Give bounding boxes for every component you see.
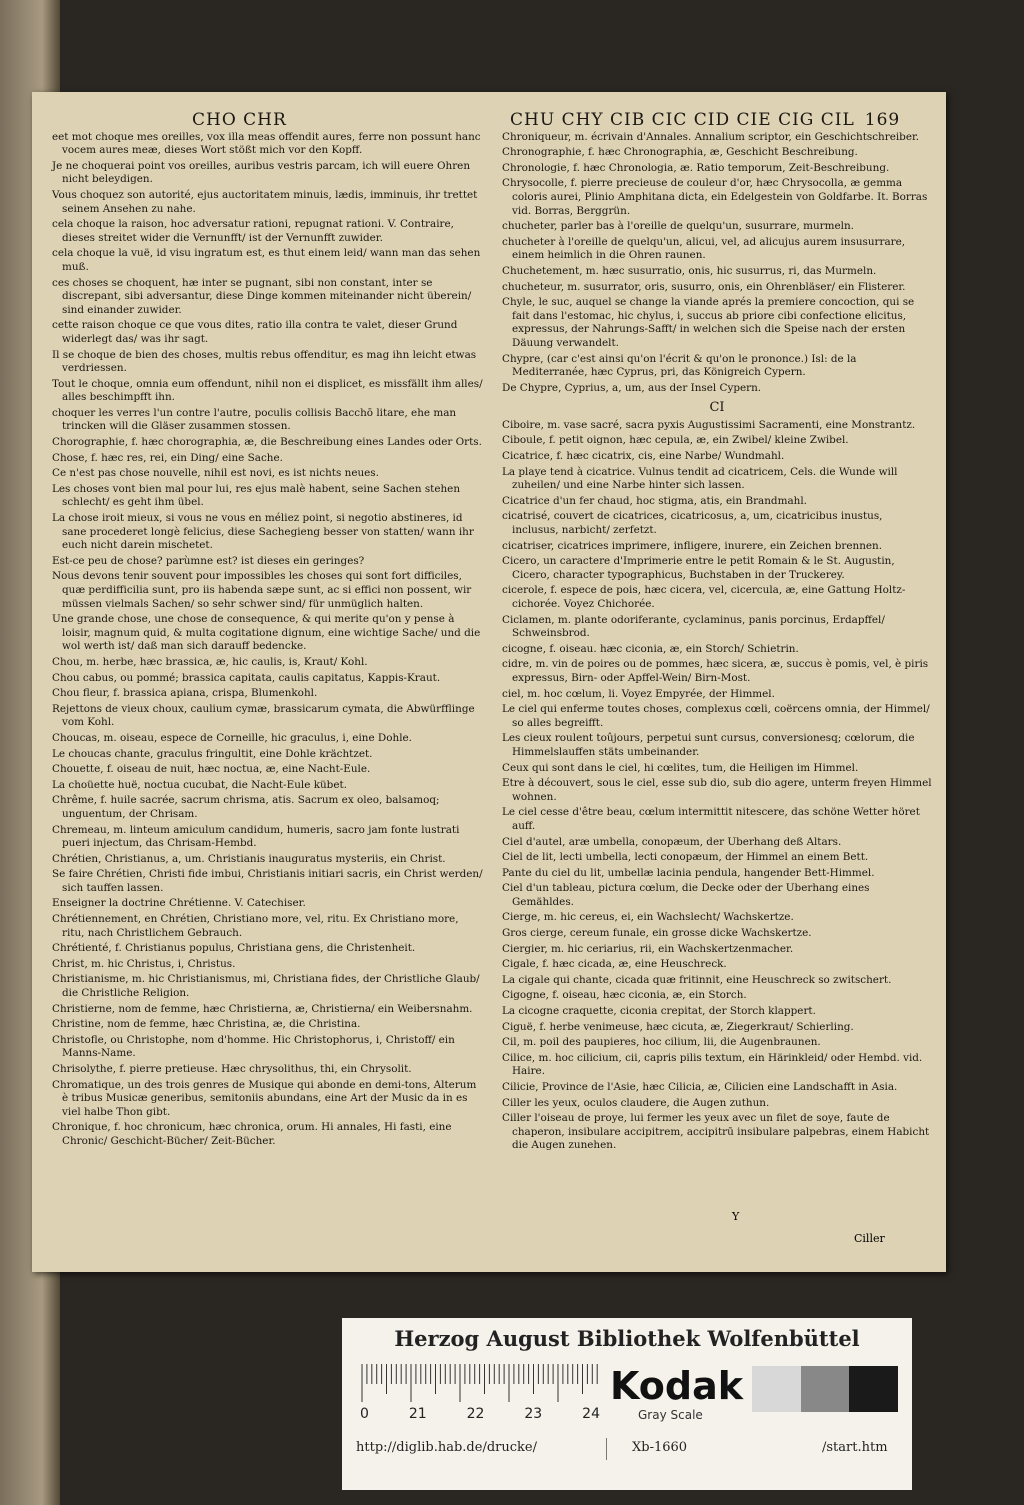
shelfmark-text: Xb-1660 (632, 1440, 688, 1455)
dictionary-entry: Chrétienté, f. Christianus populus, Christiana gens, die Christenheit. (52, 942, 416, 955)
dictionary-entry: La chose iroit mieux, si vous ne vous en méliez point, si negotio abstineres, id sane procederet longè felicius, diese Sachegieng besser von statten/ wann ihr euch nicht darein mischetet. (52, 512, 474, 552)
dictionary-entry: Choucas, m. oiseau, espece de Corneille, hic graculus, i, eine Dohle. (52, 731, 412, 744)
gray-scale-label: Gray Scale (638, 1408, 703, 1422)
dictionary-entry: Ciel d'un tableau, pictura cœlum, die Decke oder der Uberhang eines Gemähldes. (502, 882, 870, 908)
dictionary-entry: Nous devons tenir souvent pour impossibles les choses qui sont fort difficiles, quæ perdifficilia sunt, pro iis habenda sæpe sunt, ac si effici non possent, wir müssen vielmals Sachen/ so sehr schwer sind/ für unmüglich halten. (52, 570, 472, 610)
dictionary-entry: Chrétiennement, en Chrétien, Christiano more, vel, ritu. Ex Christiano more, ritu, nach Christlichem Gebrauch. (52, 913, 459, 939)
right-header-text: CHU CHY CIB CIC CID CIE CIG CIL (510, 110, 855, 130)
dictionary-entry: La cigale qui chante, cicada quæ fritinnit, eine Heuschreck so zwitschert. (502, 973, 892, 986)
right-entries-a (502, 131, 932, 396)
dictionary-entry: Christine, nom de femme, hæc Christina, æ, die Christina. (52, 1018, 361, 1031)
dictionary-entry: Le choucas chante, graculus fringultit, eine Dohle krächtzet. (52, 747, 373, 760)
dictionary-entry: Christianisme, m. hic Christianismus, mi, Christiana fides, der Christliche Glaub/ die Christliche Religion. (52, 973, 480, 1000)
dictionary-entry: Enseigner la doctrine Chrétienne. V. Catechiser. (52, 897, 306, 910)
dictionary-entry: Etre à découvert, sous le ciel, esse sub dio, sub dio agere, unterm freyen Himmel wohnen. (502, 777, 932, 803)
dictionary-entry: Ceux qui sont dans le ciel, hi cœlites, tum, die Heiligen im Himmel. (502, 761, 859, 774)
dictionary-entry: ces choses se choquent, hæ inter se pugnant, sibi non constant, inter se discrepant, sibi adversantur, diese Dinge kommen miteinander nicht überein/ sind einander zuwider. (52, 276, 472, 316)
card-footer (342, 1434, 912, 1464)
dictionary-entry: Chou fleur, f. brassica apiana, crispa, Blumenkohl. (52, 687, 318, 700)
dictionary-entry: Chypre, (car c'est ainsi qu'on l'écrit & qu'on le prononce.) Isl: de la Mediterranée, hæc Cyprus, pri, das Königreich Cypern. (502, 352, 857, 379)
signature-mark: Y (732, 1210, 740, 1223)
dictionary-entry: Ciergier, m. hic ceriarius, rii, ein Wachskertzenmacher. (502, 942, 794, 955)
dictionary-entry: Chrysocolle, f. pierre precieuse de couleur d'or, hæc Chrysocolla, æ gemma coloris aurei, Plinio Amphitana dicta, ein Edelgestein von Goldfarbe. It. Borras vid. Borras, Berggrün. (502, 177, 928, 217)
color-target-card (342, 1318, 912, 1490)
gray-swatch (849, 1366, 898, 1412)
catchword: Ciller (854, 1232, 885, 1245)
dictionary-entry: Christ, m. hic Christus, i, Christus. (52, 957, 236, 970)
dictionary-entry: cela choque la raison, hoc adversatur rationi, repugnat rationi. V. Contraire, dieses streitet wider die Vernunfft/ ist der Vernunfft zuwider. (52, 218, 454, 244)
dictionary-entry: chucheter à l'oreille de quelqu'un, alicui, vel, ad alicujus aurem insusurrare, einem heimlich in die Ohren raunen. (502, 235, 906, 262)
dictionary-entry: Chuchetement, m. hæc susurratio, onis, hic susurrus, ri, das Murmeln. (502, 264, 877, 277)
dictionary-entry: Chronique, f. hoc chronicum, hæc chronica, orum. Hi annales, Hi fasti, eine Chronic/ Geschicht-Bücher/ Zeit-Bücher. (52, 1121, 452, 1147)
dictionary-entry: chucheteur, m. susurrator, oris, susurro, onis, ein Ohrenbläser/ ein Flisterer. (502, 280, 906, 293)
dictionary-entry: Cilice, m. hoc cilicium, cii, capris pilis textum, ein Härinkleid/ oder Hembd. vid. Haire. (502, 1051, 923, 1078)
section-title: CI (709, 400, 725, 416)
dictionary-entry: Chroniqueur, m. écrivain d'Annales. Annalium scriptor, ein Geschichtschreiber. (502, 130, 920, 143)
dictionary-entry: Cil, m. poil des paupieres, hoc cilium, lii, die Augenbraunen. (502, 1036, 821, 1049)
ruler-number: 21 (408, 1406, 427, 1422)
dictionary-entry: cette raison choque ce que vous dites, ratio illa contra te valet, dieser Grund widerlegt das/ was ihr sagt. (52, 319, 458, 345)
dictionary-entry: Tout le choque, omnia eum offendunt, nihil non ei displicet, es missfällt ihm alles/ alles beschimpfft ihn. (52, 377, 483, 404)
dictionary-entry: Chremeau, m. linteum amiculum candidum, humeris, sacro jam fonte lustrati pueri injectum, das Chrisam-Hembd. (52, 823, 460, 850)
library-title: Herzog August Bibliothek Wolfenbüttel (394, 1326, 860, 1351)
scale-ruler (360, 1364, 600, 1422)
dictionary-entry: Cicatrice, f. hæc cicatrix, cis, eine Narbe/ Wundmahl. (502, 450, 785, 463)
dictionary-entry: Chronographie, f. hæc Chronographia, æ, Geschicht Beschreibung. (502, 146, 858, 159)
dictionary-entry: Ciboire, m. vase sacré, sacra pyxis Augustissimi Sacramenti, eine Monstrantz. (502, 418, 916, 431)
dictionary-entry: cicerole, f. espece de pois, hæc cicera, vel, cicercula, æ, eine Gattung Holtz-cichorée. Voyez Chichorée. (502, 584, 906, 610)
dictionary-entry: Chrétien, Christianus, a, um. Christianis inauguratus mysteriis, ein Christ. (52, 852, 446, 865)
dictionary-entry: Pante du ciel du lit, umbellæ lacinia pendula, hangender Bett-Himmel. (502, 866, 875, 879)
right-column (502, 110, 932, 1155)
dictionary-entry: Ciller les yeux, oculos claudere, die Augen zuthun. (502, 1096, 770, 1109)
dictionary-entry: Cicatrice d'un fer chaud, hoc stigma, atis, ein Brandmahl. (502, 494, 807, 507)
right-running-head (502, 110, 932, 130)
dictionary-entry: Cilicie, Province de l'Asie, hæc Cilicia, æ, Cilicien eine Landschafft in Asia. (502, 1081, 898, 1093)
left-entries (52, 131, 484, 1149)
gray-swatch (752, 1366, 801, 1412)
dictionary-entry: Le ciel cesse d'être beau, cœlum intermittit nitescere, das schöne Wetter höret auff. (502, 806, 920, 832)
dictionary-entry: Christofle, ou Christophe, nom d'homme. Hic Christophorus, i, Christoff/ ein Manns-Name. (52, 1033, 455, 1060)
dictionary-entry: La cicogne craquette, ciconia crepitat, der Storch klappert. (502, 1005, 816, 1018)
dictionary-entry: Les choses vont bien mal pour lui, res ejus malè habent, seine Sachen stehen schlecht/ es geht ihm übel. (52, 482, 461, 509)
dictionary-entry: Est-ce peu de chose? parùmne est? ist dieses ein geringes? (52, 554, 365, 567)
dictionary-entry: Chose, f. hæc res, rei, ein Ding/ eine Sache. (52, 451, 283, 464)
dictionary-entry: Ciguë, f. herbe venimeuse, hæc cicuta, æ, Ziegerkraut/ Schierling. (502, 1020, 854, 1033)
book-page (32, 92, 946, 1272)
dictionary-entry: Chronologie, f. hæc Chronologia, æ. Ratio temporum, Zeit-Beschreibung. (502, 161, 890, 174)
dictionary-entry: eet mot choque mes oreilles, vox illa meas offendit aures, ferre non possunt hanc vocem aures meæ, dieses Wort stößt mich vor den Kopff. (52, 130, 481, 157)
ruler-number: 24 (582, 1406, 600, 1422)
dictionary-entry: chucheter, parler bas à l'oreille de quelqu'un, susurrare, murmeln. (502, 220, 854, 233)
ruler-numbers (360, 1406, 600, 1422)
dictionary-entry: cicogne, f. oiseau. hæc ciconia, æ, ein Storch/ Schietrin. (502, 642, 799, 655)
ruler-number: 0 (360, 1406, 369, 1422)
dictionary-entry: La playe tend à cicatrice. Vulnus tendit ad cicatricem, Cels. die Wunde will zuheilen/ und eine Narbe hinter sich lassen. (502, 465, 898, 492)
dictionary-entry: Gros cierge, cereum funale, ein grosse dicke Wachskertze. (502, 927, 812, 940)
gray-swatches (752, 1366, 898, 1412)
dictionary-entry: Ciel de lit, lecti umbella, lecti conopæum, der Himmel an einem Bett. (502, 851, 869, 864)
dictionary-entry: Le ciel qui enferme toutes choses, complexus cœli, coërcens omnia, der Himmel/ so alles begreifft. (502, 703, 930, 729)
dictionary-entry: Chrême, f. huile sacrée, sacrum chrisma, atis. Sacrum ex oleo, balsamoq; unguentum, der Chrisam. (52, 794, 440, 820)
dictionary-entry: cicatriser, cicatrices imprimere, infligere, inurere, ein Zeichen brennen. (502, 539, 883, 552)
dictionary-entry: Il se choque de bien des choses, multis rebus offenditur, es mag ihn leicht etwas verdriessen. (52, 348, 477, 375)
dictionary-entry: choquer les verres l'un contre l'autre, poculis collisis Bacchō litare, ehe man trincken will die Gläser zusammen stossen. (52, 406, 457, 433)
dictionary-entry: Se faire Chrétien, Christi fide imbui, Christianis initiari sacris, ein Christ werden/ sich tauffen lassen. (52, 868, 483, 894)
dictionary-entry: Chromatique, un des trois genres de Musique qui abonde en demi-tons, Alterum è tribus Musicæ generibus, semitoniis abundans, eine Art der Music da in es viel halbe Thon gibt. (52, 1078, 477, 1118)
kodak-logo: Kodak (610, 1364, 743, 1408)
dictionary-entry: Vous choquez son autorité, ejus auctoritatem minuis, lædis, imminuis, ihr trettet seinem Ansehen zu nahe. (52, 188, 478, 215)
dictionary-entry: De Chypre, Cyprius, a, um, aus der Insel Cypern. (502, 381, 762, 394)
dictionary-entry: Rejettons de vieux choux, caulium cymæ, brassicarum cymata, die Abwürfflinge vom Kohl. (52, 702, 475, 729)
dictionary-entry: cela choque la vuë, id visu ingratum est, es thut einem leid/ wann man das sehen muß. (52, 247, 481, 273)
dictionary-entry: Ce n'est pas chose nouvelle, nihil est novi, es ist nichts neues. (52, 467, 379, 480)
dictionary-entry: Chyle, le suc, auquel se change la viande aprés la premiere concoction, qui se fait dans l'estomac, hic chylus, i, succus ab priore cibi confectione elicitus, expressus, der Nahrungs-Safft/ in welchen sich die Speise nach der ersten Däuung verwandelt. (502, 296, 915, 349)
gray-swatch (801, 1366, 850, 1412)
dictionary-entry: Chou cabus, ou pommé; brassica capitata, caulis capitatus, Kappis-Kraut. (52, 671, 441, 684)
dictionary-entry: Ciclamen, m. plante odoriferante, cyclaminus, panis porcinus, Erdapffel/ Schweinsbrod. (502, 613, 885, 640)
dictionary-entry: Cigale, f. hæc cicada, æ, eine Heuschreck. (502, 958, 727, 971)
dictionary-entry: Chrisolythe, f. pierre pretieuse. Hæc chrysolithus, thi, ein Chrysolit. (52, 1063, 412, 1075)
dictionary-entry: Ciel d'autel, aræ umbella, conopæum, der Uberhang deß Altars. (502, 835, 842, 848)
dictionary-entry: Cigogne, f. oiseau, hæc ciconia, æ, ein Storch. (502, 989, 747, 1002)
url-text: http://diglib.hab.de/drucke/ (356, 1440, 537, 1455)
dictionary-entry: cicatrisé, couvert de cicatrices, cicatricosus, a, um, cicatricibus inustus, inclusus, narbicht/ zerfetzt. (502, 510, 883, 537)
footer-separator (606, 1438, 607, 1460)
page-number: 169 (864, 110, 901, 130)
dictionary-entry: Christierne, nom de femme, hæc Christierna, æ, Christierna/ ein Weibersnahm. (52, 1002, 473, 1015)
dictionary-entry: ciel, m. hoc cœlum, li. Voyez Empyrée, der Himmel. (502, 687, 775, 700)
left-running-head: CHO CHR (192, 110, 287, 130)
ruler-number: 22 (466, 1406, 485, 1422)
dictionary-entry: Chou, m. herbe, hæc brassica, æ, hic caulis, is, Kraut/ Kohl. (52, 655, 368, 668)
dictionary-entry: Chouette, f. oiseau de nuit, hæc noctua, æ, eine Nacht-Eule. (52, 763, 371, 776)
dictionary-entry: Cierge, m. hic cereus, ei, ein Wachslecht/ Wachskertze. (502, 911, 794, 924)
dictionary-entry: Une grande chose, une chose de consequence, & qui merite qu'on y pense à loisir, magnum quid, & multa cogitatione dignum, eine wichtige Sache/ und die wol werth ist/ daß man sich darauff bedencke. (52, 613, 481, 653)
ruler-number: 23 (524, 1406, 543, 1422)
url-suffix: /start.htm (822, 1440, 888, 1455)
dictionary-entry: Cicero, un caractere d'Imprimerie entre le petit Romain & le St. Augustin, Cicero, character typographicus, Buchstaben in der Truckerey. (502, 555, 895, 581)
right-entries-b (502, 419, 932, 1153)
dictionary-entry: Je ne choquerai point vos oreilles, auribus vestris parcam, ich will euere Ohren nicht beleydigen. (52, 159, 471, 186)
dictionary-entry: La choüette huë, noctua cucubat, die Nacht-Eule kübet. (52, 778, 347, 791)
dictionary-entry: cidre, m. vin de poires ou de pommes, hæc sicera, æ, succus è pomis, vel, è piris expressus, Birn- oder Apffel-Wein/ Birn-Most. (502, 658, 929, 684)
dictionary-entry: Les cieux roulent toûjours, perpetui sunt cursus, conversionesq; cœlorum, die Himmelslauffen stäts umbeinander. (502, 732, 915, 758)
left-column (52, 110, 484, 1151)
dictionary-entry: Ciller l'oiseau de proye, lui fermer les yeux avec un filet de soye, faute de chaperon, insibulare accipitrem, accipitrū insibulare palpebras, einem Habicht die Augen zunehen. (502, 1112, 930, 1152)
dictionary-entry: Ciboule, f. petit oignon, hæc cepula, æ, ein Zwibel/ kleine Zwibel. (502, 434, 849, 447)
ruler-ticks (360, 1364, 600, 1404)
dictionary-entry: Chorographie, f. hæc chorographia, æ, die Beschreibung eines Landes oder Orts. (52, 436, 482, 449)
